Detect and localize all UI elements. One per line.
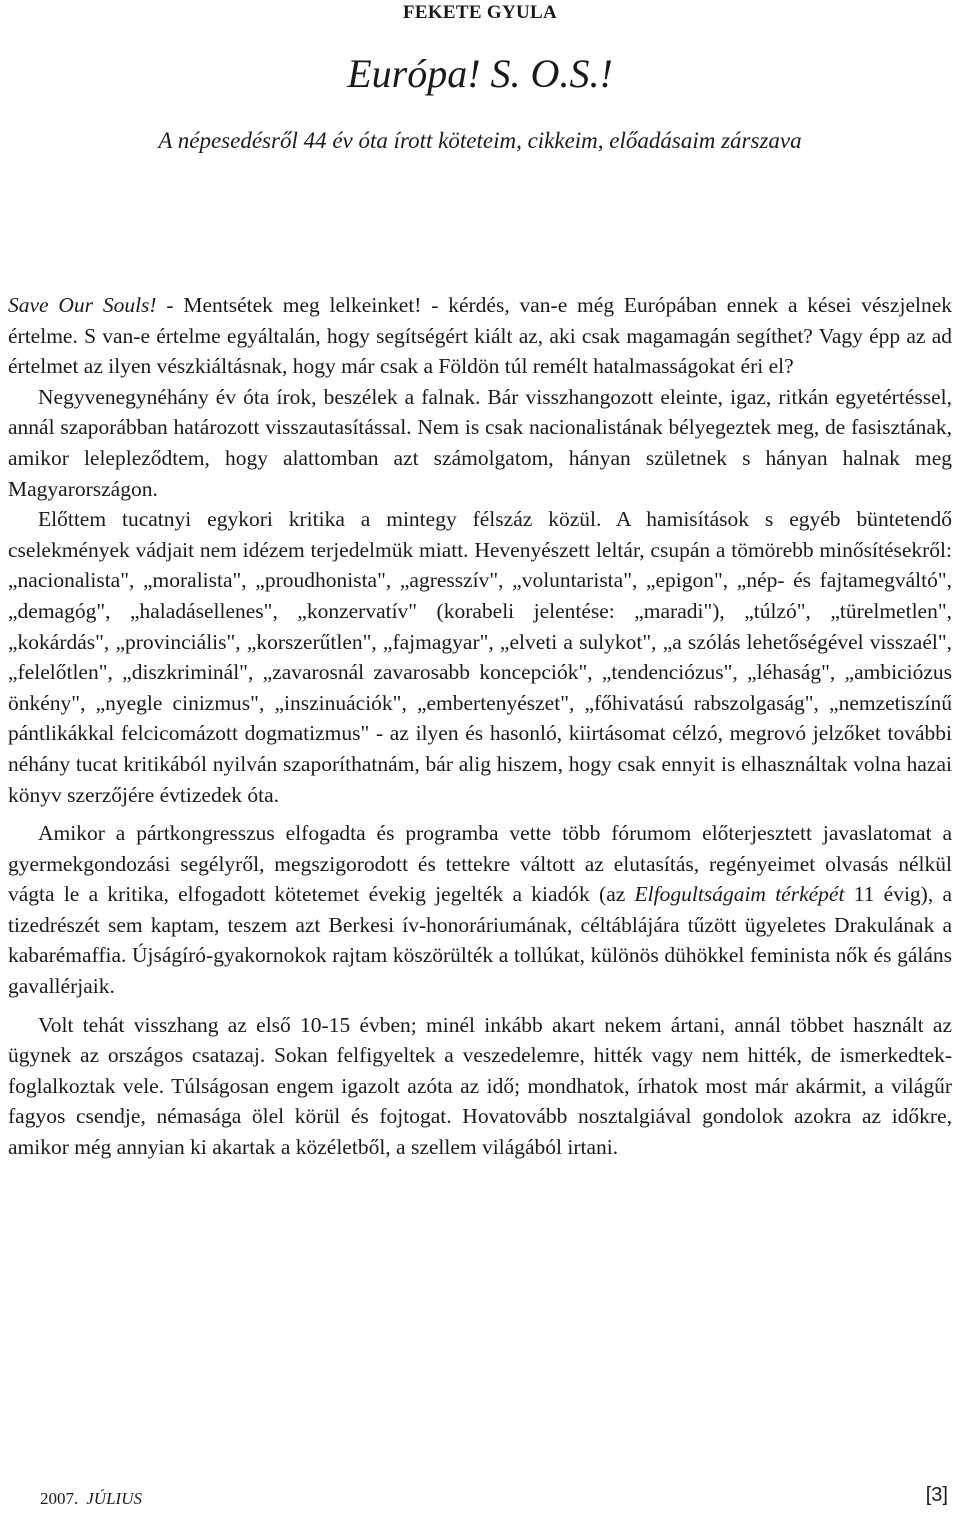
paragraph-3: Előttem tucatnyi egykori kritika a mintegy félszáz közül. A hamisítások s egyéb büntetendő cselekmények vádjait nem idézem terjedelmük miatt. Hevenyészett leltár, csupán a tömörebb minősítésekről: „nacionalista", „moralista", „proudhonista", „agresszív", „voluntarista", „epigon", „nép- és fajtamegváltó", „demagóg", „haladásellenes", „konzervatív" (korabeli jelentése: „maradi"), „túlzó", „türelmetlen", „kokárdás", „provinciális", „korszerűtlen", „fajmagyar", „elveti a sulykot", „a szólás lehetőségével visszaél", „felelőtlen", „diszkriminál", „zavarosnál zavarosabb koncepciók", „tendenciózus", „léhaság", „ambiciózus önkény", „nyegle cinizmus", „inszinuációk", „embertenyészet", „főhivatású rabszolgaság", „nemzetiszínű pántlikákkal felcicomázott dogmatizmus" - az ilyen és hasonló, kiirtásomat célzó, megrovó jelzőket további néhány tucat kritikából nyilván szaporíthatnám, bár alig hiszem, hogy csak ennyit is elhasználtak volna hazai könyv szerzőjére évtizedek óta. (8, 507, 952, 807)
page-number: [3] (925, 1484, 948, 1506)
author-name: FEKETE GYULA (402, 2, 558, 23)
book-title: Elfogultságaim térképét (634, 882, 845, 907)
paragraph-1-text: - Mentsétek meg lelkeinket! - kérdés, van-e még Európában ennek a kései vészjelnek értelme. S van-e értelme egyáltalán, hogy segítségért kiált az, aki csak magamagán segíthet? Vagy épp az ad értelmet az ilyen vészkiáltásnak, hogy már csak a Földön túl remélt hatalmasságokat éri el? (8, 293, 952, 379)
paragraph-4 (8, 818, 952, 1002)
article-title: Európa! S. O.S.! (347, 51, 613, 96)
footer-year: 2007. (40, 1489, 79, 1508)
article-body (8, 290, 952, 1163)
article-subtitle: A népesedésről 44 év óta írott köteteim, cikkeim, előadásaim zárszava (158, 128, 802, 153)
footer-date (40, 1489, 142, 1509)
sos-phrase: Save Our Souls! (8, 293, 157, 317)
paragraph-1 (8, 290, 952, 382)
footer-month: JÚLIUS (86, 1489, 142, 1508)
paragraph-4-text-after: 11 évig), a tizedrészét sem kaptam, teszem azt Berkesi ív-honoráriumának, céltáblájára tűzött ügyeletes Drakulának a kabarémaffia. Újságíró-gyakornokok rajtam köszörülték a tollúkat, különös dühökkel feminista nők és gáláns gavallérjaik. (8, 882, 953, 999)
paragraph-4-text-before: Amikor a pártkongresszus elfogadta és programba vette több fórumom előterjesztett javaslatomat a gyermekgondozási segélyről, megszigorodott és tettekre váltott az elutasítás, regényeimet olvasás nélkül vágta le a kritika, elfogadott kötetemet évekig jegelték a kiadók (az (8, 821, 952, 907)
paragraph-5: Volt tehát visszhang az első 10-15 évben; minél inkább akart nekem ártani, annál többet használt az ügynek az országos csatazaj. Sokan felfigyeltek a veszedelemre, hitték vagy nem hitték, de ismerkedtek-foglalkoztak vele. Túlságosan engem igazolt azóta az idő; mondhatok, írhatok most már akármit, a világűr fagyos csendje, némasága ölel körül és fojtogat. Hovatovább nosztalgiával gondolok azokra az időkre, amikor még annyian ki akartak a közéletből, a szellem világából irtani. (8, 1012, 952, 1160)
paragraph-2: Negyvenegynéhány év óta írok, beszélek a falnak. Bár visszhangozott eleinte, igaz, ritkán egyetértéssel, annál szaporábban határozott visszautasítással. Nem is csak nacionalistának bélyegeztek meg, de fasisztának, amikor lelepleződtem, hogy alattomban azt számolgatom, hányan születnek s hányan halnak meg Magyarországon. (8, 384, 952, 501)
